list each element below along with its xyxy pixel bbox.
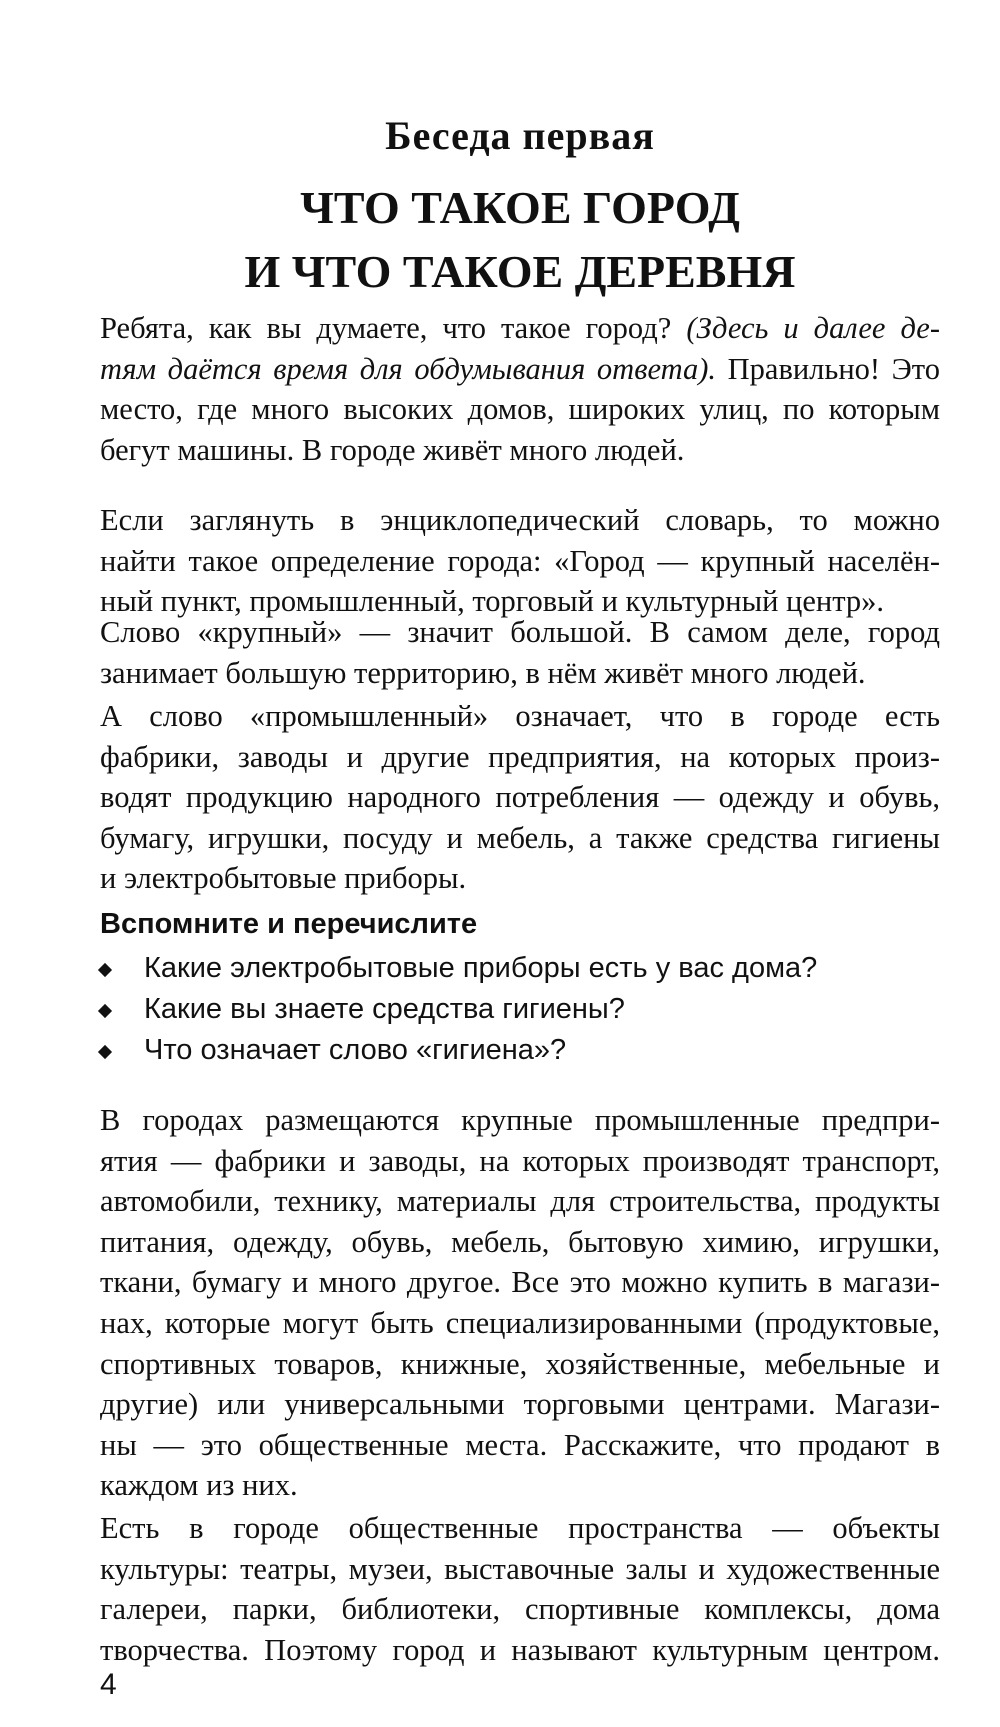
paragraph-line: Слово «крупный» — значит большой. В самом деле, город: [100, 615, 940, 649]
chapter-title-line-2: И ЧТО ТАКОЕ ДЕРЕВНЯ: [244, 246, 796, 297]
paragraph-line: и электробытовые приборы.: [100, 861, 467, 896]
italic-note: тям даётся время для обдумывания ответа).: [100, 351, 717, 386]
paragraph-1: [100, 308, 940, 470]
paragraph-line: А слово «промышленный» означает, что в городе есть: [100, 699, 940, 733]
paragraph-line: культуры: театры, музеи, выставочные залы и художественные: [100, 1551, 940, 1586]
paragraph-line: В городах размещаются крупные промышленные предпри-: [100, 1103, 940, 1137]
paragraph-line: водят продукцию народного потребления — одежду и обувь,: [100, 780, 940, 815]
paragraph-line: спортивных товаров, книжные, хозяйственные, мебельные и: [100, 1346, 940, 1381]
paragraph-line: бегут машины. В городе живёт много людей.: [100, 432, 685, 467]
recall-item: [100, 1030, 940, 1071]
paragraph-2: [100, 500, 940, 622]
book-page: [100, 0, 940, 1727]
chapter-title-line-1: ЧТО ТАКОЕ ГОРОД: [300, 182, 740, 233]
recall-item: [100, 989, 940, 1030]
paragraph-line: нах, которые могут быть специализированными (продуктовые,: [100, 1305, 940, 1340]
paragraph-line: ткани, бумагу и много другое. Все это можно купить в магази-: [100, 1265, 940, 1300]
paragraph-line: фабрики, заводы и другие предприятия, на которых произ-: [100, 739, 940, 774]
recall-list: [100, 948, 940, 1071]
recall-item-text: Какие вы знаете средства гигиены?: [144, 993, 625, 1025]
italic-note: (Здесь и далее де-: [686, 311, 940, 345]
recall-section: [100, 904, 940, 1071]
paragraph-line: найти такое определение города: «Город — крупный населён-: [100, 543, 940, 578]
recall-item: [100, 948, 940, 989]
diamond-bullet-icon: [98, 1045, 112, 1059]
paragraph-line: ный пункт, промышленный, торговый и культурный центр».: [100, 584, 885, 619]
paragraph-line: Если заглянуть в энциклопедический словарь, то можно: [100, 503, 940, 537]
page-number: 4: [100, 1668, 117, 1701]
paragraph-line: ятия — фабрики и заводы, на которых производят транспорт,: [100, 1143, 940, 1178]
paragraph-line: ны — это общественные места. Расскажите, что продают в: [100, 1427, 940, 1462]
text-run: Ребята, как вы думаете, что такое город?: [100, 311, 687, 345]
paragraph-5: [100, 1100, 940, 1506]
paragraph-line: занимает большую территорию, в нём живёт много людей.: [100, 655, 866, 690]
paragraph-line: [100, 308, 940, 349]
paragraph-line: галереи, парки, библиотеки, спортивные комплексы, дома: [100, 1592, 940, 1627]
paragraph-3: [100, 612, 940, 693]
paragraph-6: [100, 1508, 940, 1670]
paragraph-line: творчества. Поэтому город и называют культурным центром.: [100, 1632, 940, 1667]
paragraph-line: [100, 349, 940, 390]
paragraph-line: бумагу, игрушки, посуду и мебель, а также средства гигиены: [100, 820, 940, 855]
paragraph-line: автомобили, технику, материалы для строительства, продукты: [100, 1184, 940, 1219]
diamond-bullet-icon: [98, 963, 112, 977]
paragraph-4: [100, 696, 940, 899]
chapter-title: [100, 176, 940, 304]
diamond-bullet-icon: [98, 1004, 112, 1018]
chapter-label: Беседа первая: [385, 113, 655, 158]
recall-item-text: Какие электробытовые приборы есть у вас дома?: [144, 952, 818, 984]
paragraph-line: каждом из них.: [100, 1468, 298, 1503]
paragraph-line: питания, одежду, обувь, мебель, бытовую химию, игрушки,: [100, 1224, 940, 1259]
recall-title: Вспомните и перечислите: [100, 908, 478, 940]
paragraph-line: место, где много высоких домов, широких улиц, по которым: [100, 392, 940, 427]
paragraph-line: Есть в городе общественные пространства — объекты: [100, 1511, 940, 1545]
text-run: Правильно! Это: [716, 351, 940, 386]
recall-item-text: Что означает слово «гигиена»?: [144, 1034, 567, 1066]
paragraph-line: другие) или универсальными торговыми центрами. Магази-: [100, 1387, 940, 1422]
